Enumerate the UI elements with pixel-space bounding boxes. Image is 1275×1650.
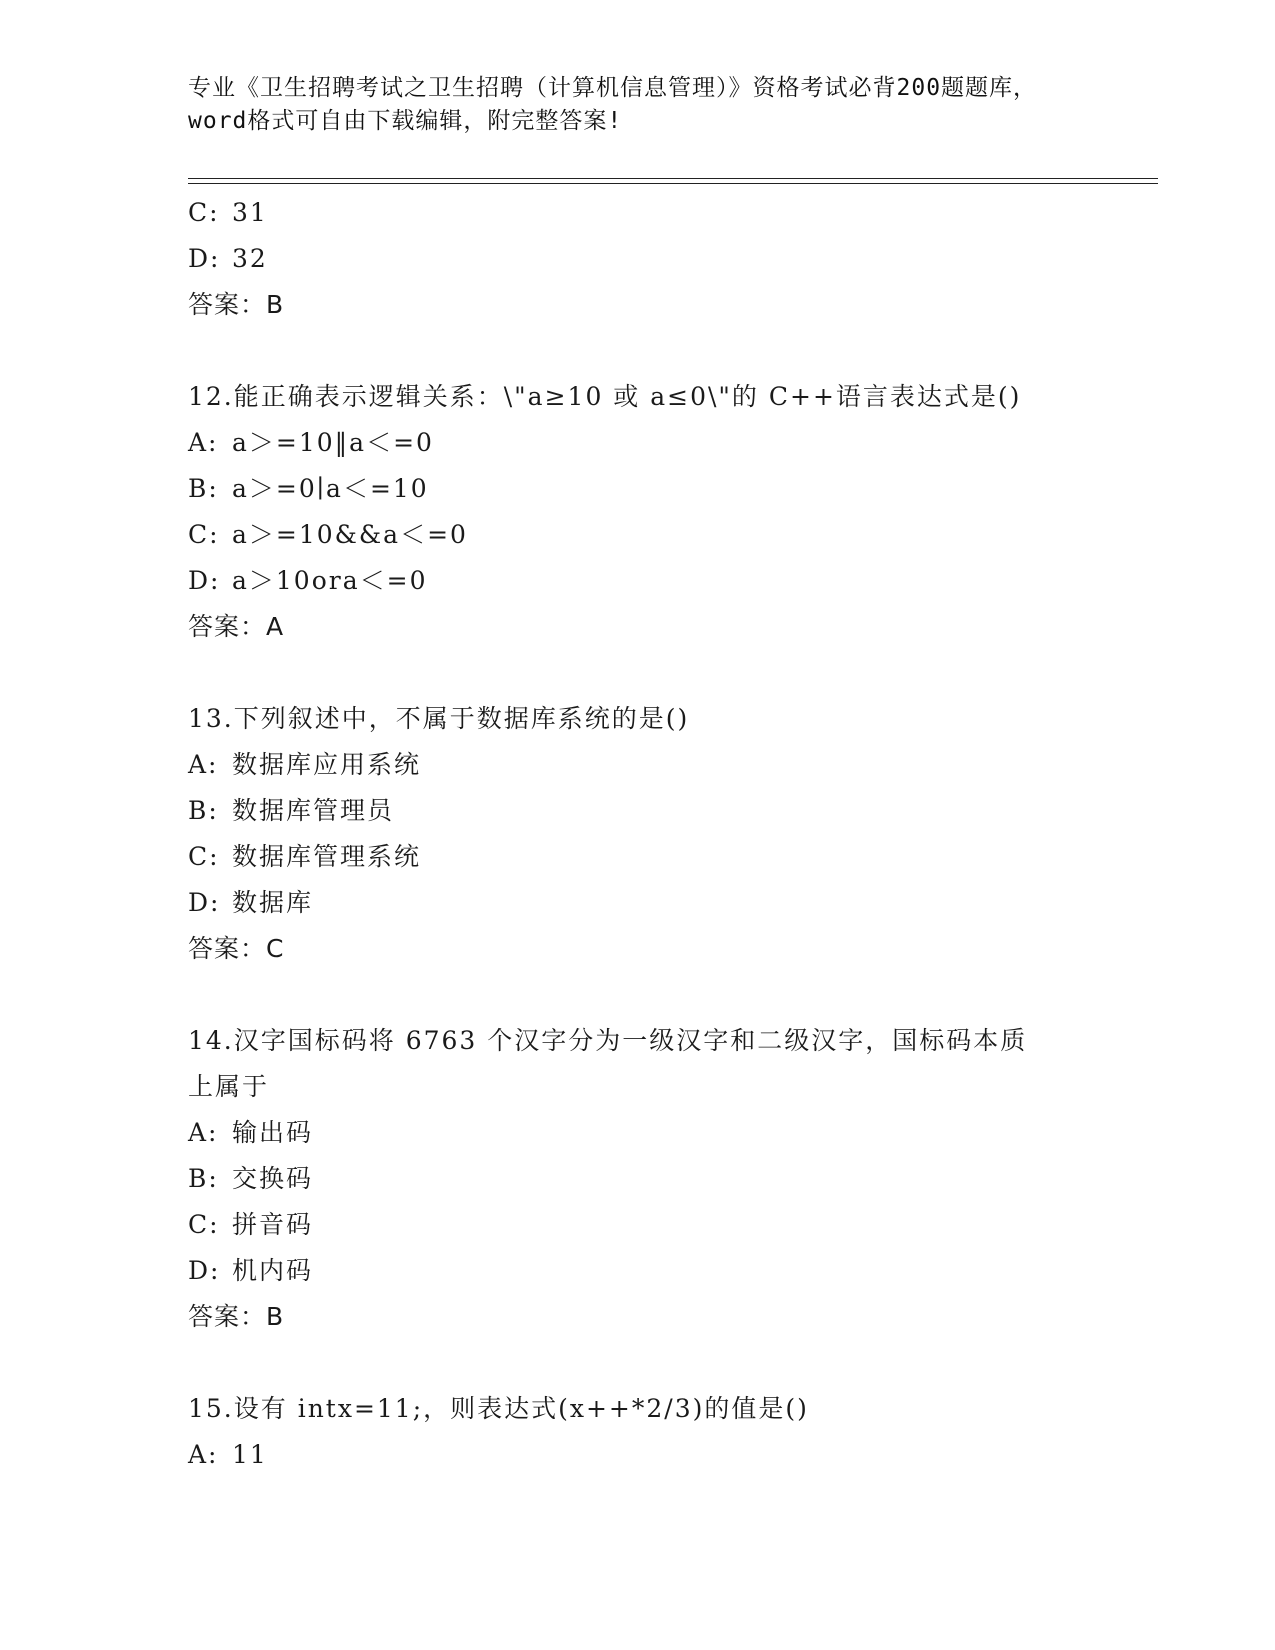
option-letter: B: [188,474,219,503]
option-letter: B: [188,796,219,825]
option-row [188,1248,1088,1294]
option-text: 数据库应用系统 [232,750,422,779]
question-title: 13.下列叙述中，不属于数据库系统的是() [188,704,690,733]
question-title: 12.能正确表示逻辑关系：\"a≥10 或 a≤0\"的 C++语言表达式是() [188,382,1022,411]
header-divider-top [188,178,1158,179]
spacer [188,328,1088,374]
option-row [188,420,1088,466]
option-text: 数据库管理员 [232,796,395,825]
option-letter: C: [188,198,220,227]
option-letter: A: [188,428,219,457]
question-block-14 [188,1018,1088,1340]
option-text: 拼音码 [232,1210,314,1239]
option-row [188,1432,1088,1478]
option-row [188,1202,1088,1248]
question-list [188,190,1088,1478]
option-letter: B: [188,1164,219,1193]
option-letter: C: [188,1210,220,1239]
option-row [188,880,1088,926]
question-block-15 [188,1386,1088,1478]
header-title-line-2: word格式可自由下载编辑，附完整答案! [188,108,623,134]
option-text: 输出码 [232,1118,314,1147]
option-text: a＞=0∣a＜=10 [232,474,429,503]
spacer [188,650,1088,696]
option-letter: D: [188,1256,221,1285]
option-row [188,788,1088,834]
option-text: a＞10ora＜=0 [232,566,428,595]
option-letter: A: [188,1440,219,1469]
option-text: 32 [232,244,268,273]
option-row [188,512,1088,558]
spacer [188,1340,1088,1386]
header-divider-bottom [188,183,1158,184]
option-letter: A: [188,750,219,779]
option-row [188,236,1088,282]
option-row [188,1110,1088,1156]
answer-line: 答案：B [188,1302,285,1331]
option-letter: A: [188,1118,219,1147]
option-letter: D: [188,566,221,595]
spacer [188,972,1088,1018]
option-text: a＞=10‖a＜=0 [232,428,434,457]
option-letter: D: [188,888,221,917]
question-title-line-2: 上属于 [188,1072,270,1101]
option-letter: C: [188,842,220,871]
option-row [188,190,1088,236]
question-title-line-1: 14.汉字国标码将 6763 个汉字分为一级汉字和二级汉字，国标码本质 [188,1026,1028,1055]
answer-line: 答案：B [188,290,285,319]
answer-line: 答案：A [188,612,285,641]
option-text: 数据库管理系统 [232,842,422,871]
option-row [188,558,1088,604]
option-letter: D: [188,244,221,273]
option-text: 机内码 [232,1256,314,1285]
option-row [188,742,1088,788]
question-block-12 [188,374,1088,650]
answer-line: 答案：C [188,934,285,963]
document-header [188,72,1088,138]
question-block-11 [188,190,1088,328]
option-text: 11 [232,1440,268,1469]
question-title: 15.设有 intx=11;，则表达式(x++*2/3)的值是() [188,1394,809,1423]
option-text: 交换码 [232,1164,314,1193]
header-title-line-1: 专业《卫生招聘考试之卫生招聘（计算机信息管理）》资格考试必背200题题库， [188,75,1038,101]
option-row [188,834,1088,880]
option-row [188,1156,1088,1202]
option-text: 31 [232,198,268,227]
option-letter: C: [188,520,220,549]
option-row [188,466,1088,512]
option-text: a＞=10&&a＜=0 [232,520,468,549]
question-block-13 [188,696,1088,972]
option-text: 数据库 [232,888,314,917]
